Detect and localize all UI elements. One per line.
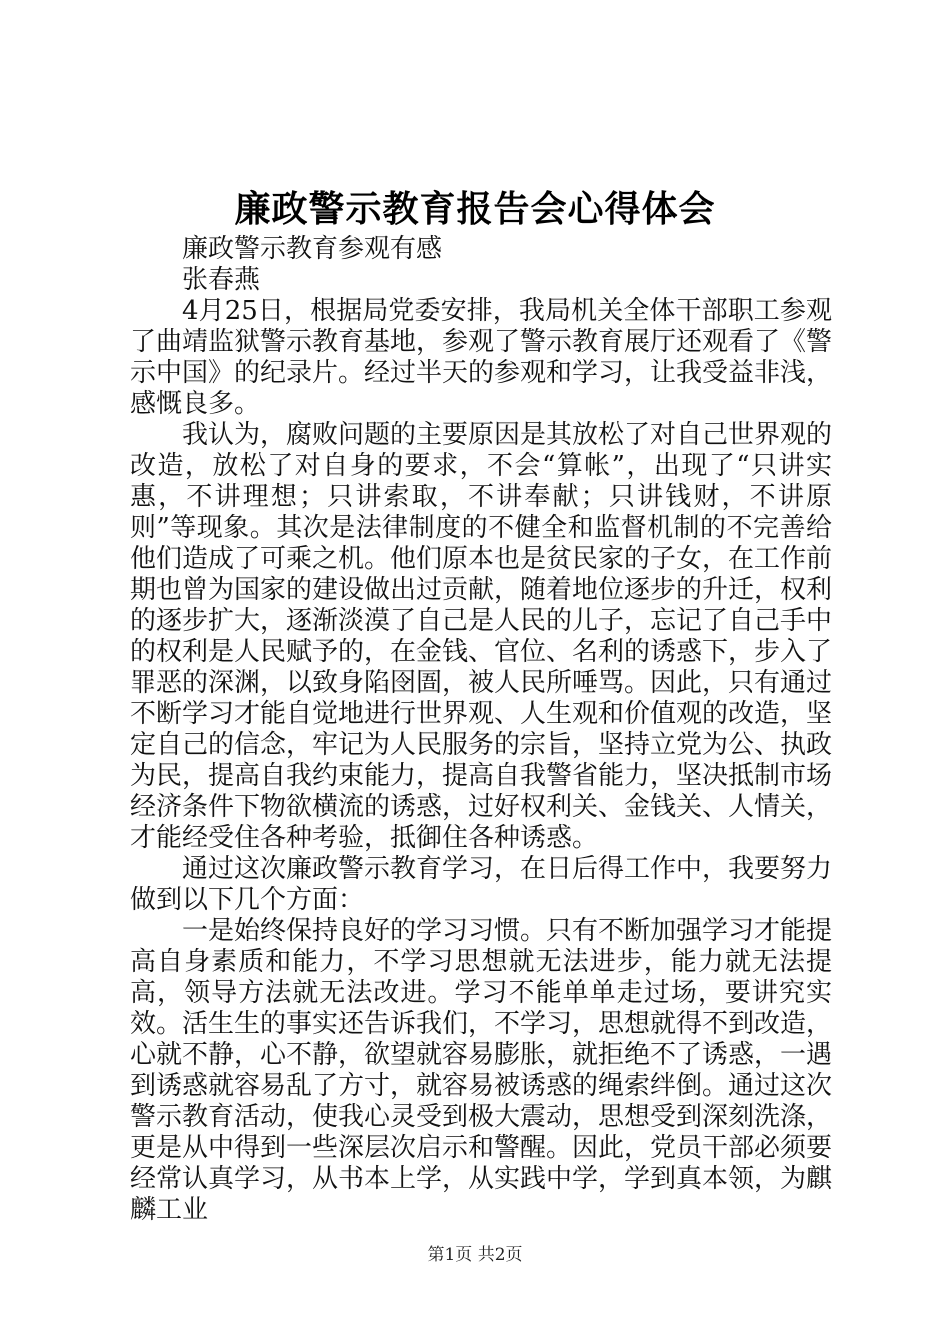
page-number-footer: 第1页 共2页	[427, 1245, 523, 1265]
paragraph: 通过这次廉政警示教育学习，在日后得工作中，我要努力做到以下几个方面：	[130, 854, 833, 915]
paragraph: 4月25日，根据局党委安排，我局机关全体干部职工参观了曲靖监狱警示教育基地，参观了警示教育展厅还观看了《警示中国》的纪录片。经过半天的参观和学习，让我受益非浅，感慨良多。	[130, 296, 833, 419]
paragraph: 我认为，腐败问题的主要原因是其放松了对自己世界观的改造，放松了对自身的要求，不会“算帐”，出现了“只讲实惠，不讲理想；只讲索取，不讲奉献；只讲钱财，不讲原则”等现象。其次是法律制度的不健全和监督机制的不完善给他们造成了可乘之机。他们原本也是贫民家的子女，在工作前期也曾为国家的建设做出过贡献，随着地位逐步的升迁，权利的逐步扩大，逐渐淡漠了自己是人民的儿子，忘记了自己手中的权利是人民赋予的，在金钱、官位、名利的诱惑下，步入了罪恶的深渊，以致身陷囹圄，被人民所唾骂。因此，只有通过不断学习才能自觉地进行世界观、人生观和价值观的改造，坚定自己的信念，牢记为人民服务的宗旨，坚持立党为公、执政为民，提高自我约束能力，提高自我警省能力，坚决抵制市场经济条件下物欲横流的诱惑，过好权利关、金钱关、人情关，才能经受住各种考验，抵御住各种诱惑。	[130, 420, 833, 853]
document-body	[130, 234, 832, 1226]
document-title: 廉政警示教育报告会心得体会	[234, 188, 716, 230]
paragraph: 一是始终保持良好的学习习惯。只有不断加强学习才能提高自身素质和能力，不学习思想就无法进步，能力就无法提高，领导方法就无法改进。学习不能单单走过场，要讲究实效。活生生的事实还告诉我们，不学习，思想就得不到改造，心就不静，心不静，欲望就容易膨胀，就拒绝不了诱惑，一遇到诱惑就容易乱了方寸，就容易被诱惑的绳索绊倒。通过这次警示教育活动，使我心灵受到极大震动，思想受到深刻洗涤，更是从中得到一些深层次启示和警醒。因此，党员干部必须要经常认真学习，从书本上学，从实践中学，学到真本领，为麒麟工业	[130, 916, 833, 1225]
document-subtitle: 廉政警示教育参观有感	[182, 234, 443, 264]
document-author: 张春燕	[182, 265, 261, 295]
